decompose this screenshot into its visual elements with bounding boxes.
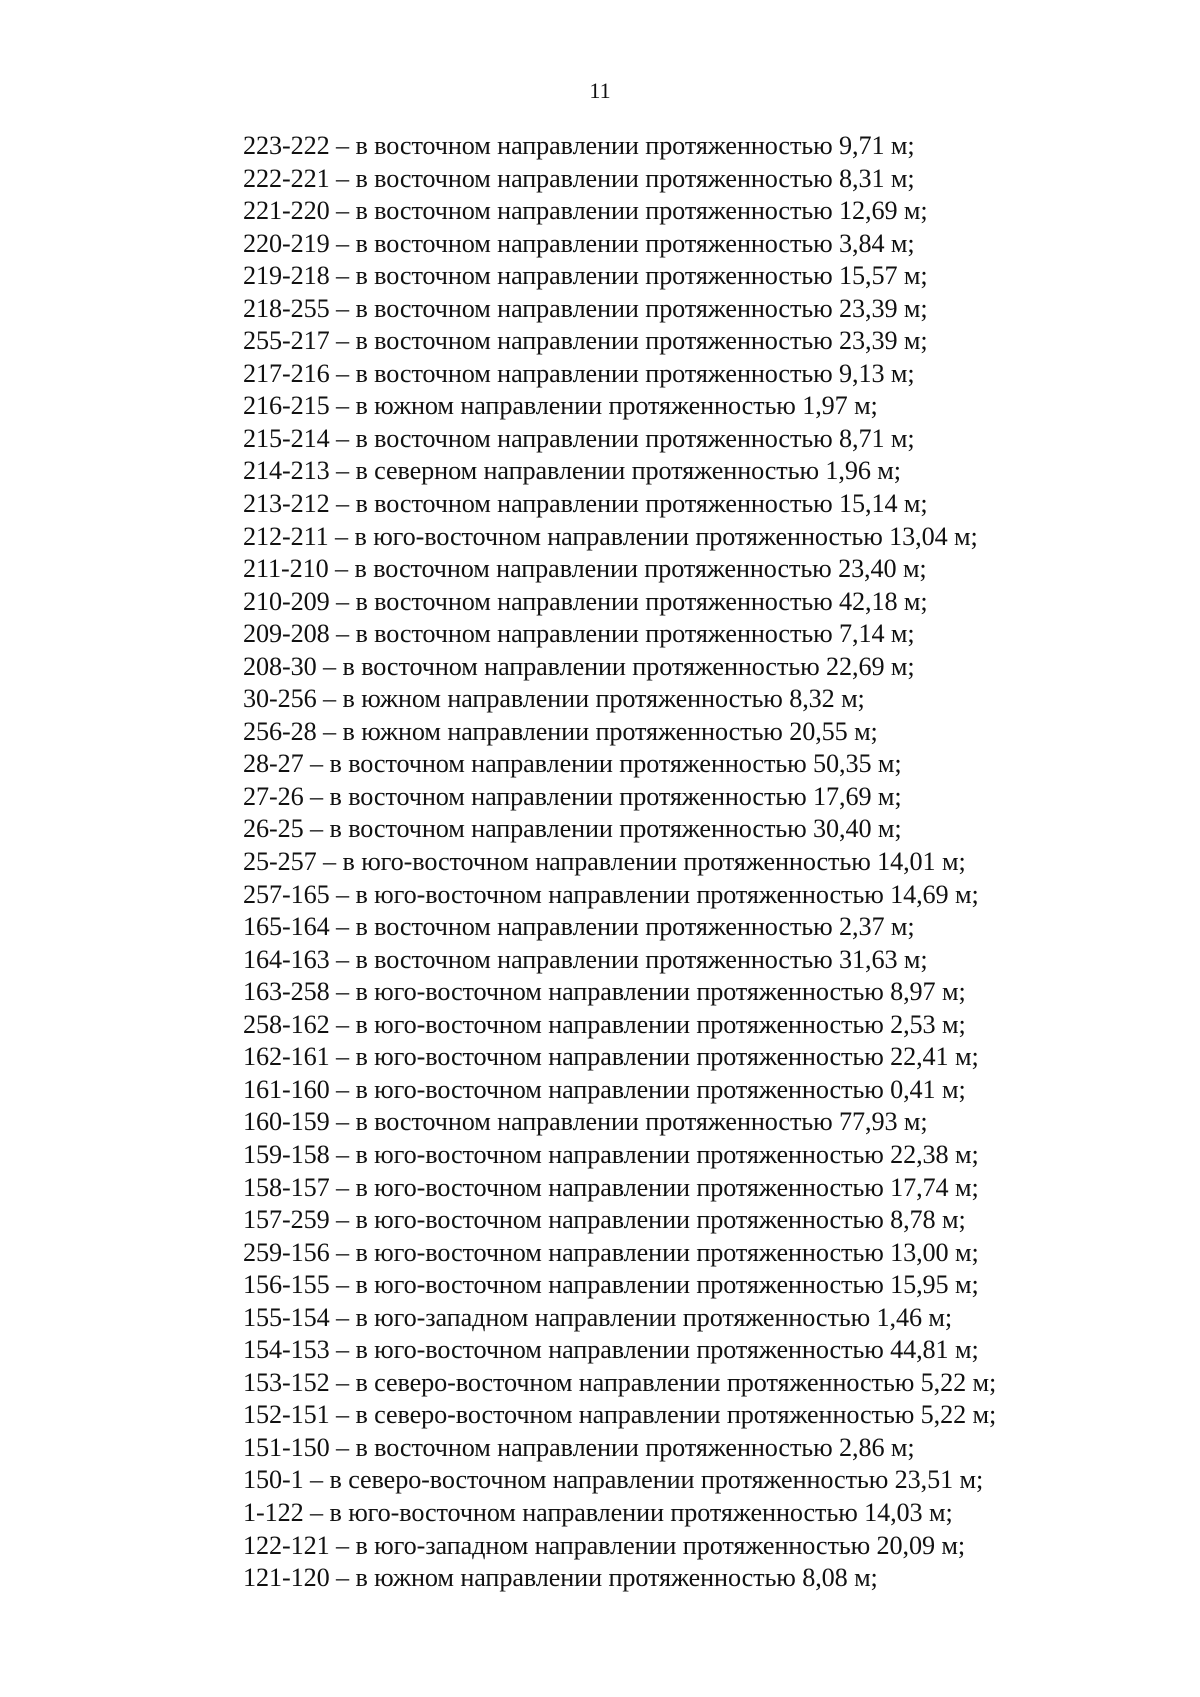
segment-line: 27-26 – в восточном направлении протяженностью 17,69 м; <box>243 781 902 811</box>
segment-line: 255-217 – в восточном направлении протяженностью 23,39 м; <box>243 326 928 356</box>
segment-line: 30-256 – в южном направлении протяженностью 8,32 м; <box>243 684 865 714</box>
segment-line: 220-219 – в восточном направлении протяженностью 3,84 м; <box>243 228 915 258</box>
page-number: 11 <box>589 78 611 103</box>
segment-line: 26-25 – в восточном направлении протяженностью 30,40 м; <box>243 814 902 844</box>
segment-line: 159-158 – в юго-восточном направлении протяженностью 22,38 м; <box>243 1139 979 1169</box>
segment-line: 223-222 – в восточном направлении протяженностью 9,71 м; <box>243 131 915 160</box>
segment-line: 121-120 – в южном направлении протяженностью 8,08 м; <box>243 1563 878 1593</box>
segment-line: 157-259 – в юго-восточном направлении протяженностью 8,78 м; <box>243 1205 966 1235</box>
segment-line: 160-159 – в восточном направлении протяженностью 77,93 м; <box>243 1107 928 1137</box>
segment-line: 213-212 – в восточном направлении протяженностью 15,14 м; <box>243 489 928 519</box>
segment-line: 209-208 – в восточном направлении протяженностью 7,14 м; <box>243 619 915 649</box>
segment-list <box>243 130 996 1595</box>
segment-line: 158-157 – в юго-восточном направлении протяженностью 17,74 м; <box>243 1172 979 1202</box>
segment-line: 257-165 – в юго-восточном направлении протяженностью 14,69 м; <box>243 879 979 909</box>
segment-line: 214-213 – в северном направлении протяженностью 1,96 м; <box>243 456 901 486</box>
segment-line: 259-156 – в юго-восточном направлении протяженностью 13,00 м; <box>243 1237 979 1267</box>
segment-line: 161-160 – в юго-восточном направлении протяженностью 0,41 м; <box>243 1074 966 1104</box>
segment-line: 155-154 – в юго-западном направлении протяженностью 1,46 м; <box>243 1302 953 1332</box>
segment-line: 152-151 – в северо-восточном направлении протяженностью 5,22 м; <box>243 1400 997 1430</box>
segment-line: 28-27 – в восточном направлении протяженностью 50,35 м; <box>243 749 902 779</box>
segment-line: 221-220 – в восточном направлении протяженностью 12,69 м; <box>243 196 928 226</box>
segment-line: 256-28 – в южном направлении протяженностью 20,55 м; <box>243 716 878 746</box>
segment-line: 162-161 – в юго-восточном направлении протяженностью 22,41 м; <box>243 1042 979 1072</box>
segment-line: 217-216 – в восточном направлении протяженностью 9,13 м; <box>243 358 915 388</box>
segment-line: 151-150 – в восточном направлении протяженностью 2,86 м; <box>243 1432 915 1462</box>
segment-line: 218-255 – в восточном направлении протяженностью 23,39 м; <box>243 293 928 323</box>
segment-line: 25-257 – в юго-восточном направлении протяженностью 14,01 м; <box>243 847 966 877</box>
segment-line: 216-215 – в южном направлении протяженностью 1,97 м; <box>243 391 878 421</box>
segment-line: 156-155 – в юго-восточном направлении протяженностью 15,95 м; <box>243 1270 979 1300</box>
segment-line: 215-214 – в восточном направлении протяженностью 8,71 м; <box>243 423 915 453</box>
segment-line: 211-210 – в восточном направлении протяженностью 23,40 м; <box>243 554 927 584</box>
segment-line: 210-209 – в восточном направлении протяженностью 42,18 м; <box>243 586 928 616</box>
segment-line: 122-121 – в юго-западном направлении протяженностью 20,09 м; <box>243 1530 966 1560</box>
segment-line: 163-258 – в юго-восточном направлении протяженностью 8,97 м; <box>243 977 966 1007</box>
segment-line: 154-153 – в юго-восточном направлении протяженностью 44,81 м; <box>243 1335 979 1365</box>
segment-line: 153-152 – в северо-восточном направлении протяженностью 5,22 м; <box>243 1367 997 1397</box>
segment-line: 212-211 – в юго-восточном направлении протяженностью 13,04 м; <box>243 521 978 551</box>
segment-line: 1-122 – в юго-восточном направлении протяженностью 14,03 м; <box>243 1497 953 1527</box>
segment-line: 164-163 – в восточном направлении протяженностью 31,63 м; <box>243 944 928 974</box>
segment-line: 165-164 – в восточном направлении протяженностью 2,37 м; <box>243 912 915 942</box>
segment-line: 258-162 – в юго-восточном направлении протяженностью 2,53 м; <box>243 1009 966 1039</box>
segment-line: 219-218 – в восточном направлении протяженностью 15,57 м; <box>243 261 928 291</box>
segment-line: 208-30 – в восточном направлении протяженностью 22,69 м; <box>243 651 915 681</box>
segment-line: 222-221 – в восточном направлении протяженностью 8,31 м; <box>243 163 915 193</box>
segment-line: 150-1 – в северо-восточном направлении протяженностью 23,51 м; <box>243 1465 984 1495</box>
